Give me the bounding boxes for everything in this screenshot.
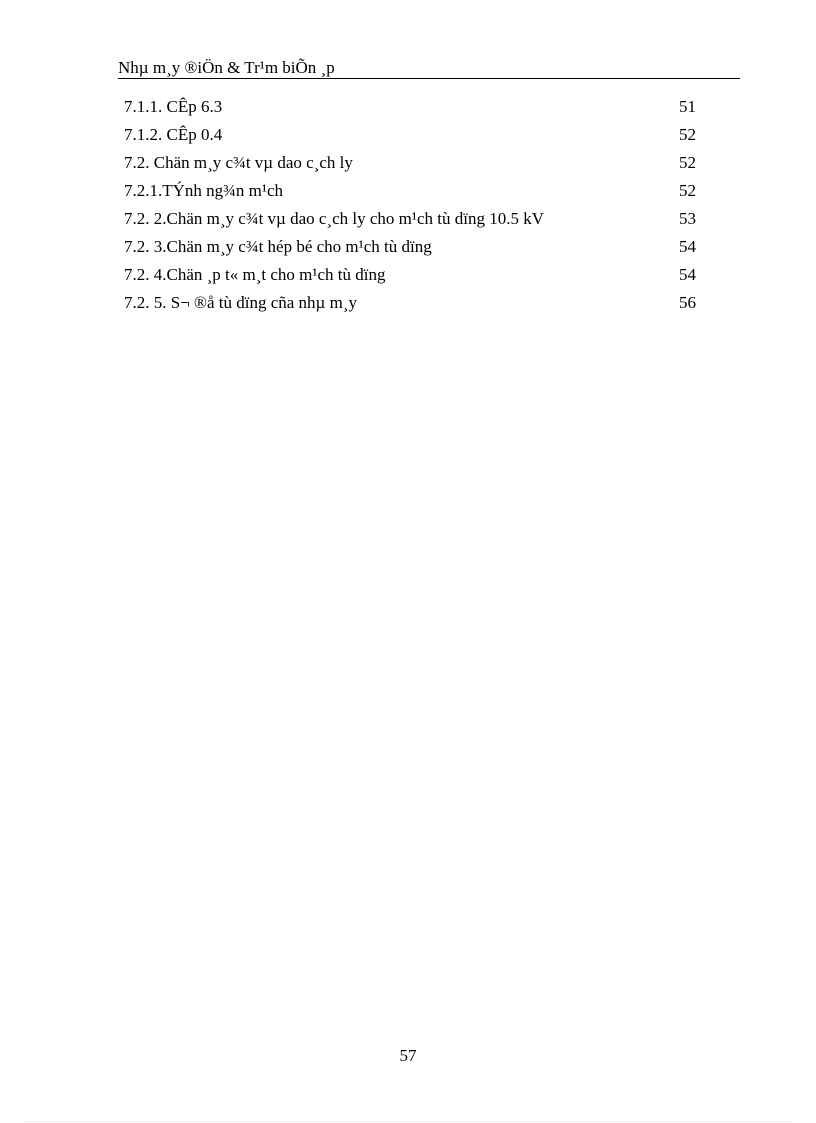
toc-entry [124,233,696,261]
toc-entry [124,261,696,289]
toc-entry [124,93,696,121]
toc-entry [124,205,696,233]
toc-entry [124,289,696,317]
toc-entry [124,177,696,205]
toc-entry-page: 52 [679,181,696,200]
toc-entry-page: 52 [679,125,696,144]
bottom-divider [24,1121,792,1122]
toc-entry-page: 53 [679,209,696,228]
toc-entry-title: 7.2. 2.Chän m¸y c¾t vµ dao c¸ch ly cho m¹ch tù dïng 10.5 kV [124,209,544,228]
toc-entry-page: 51 [679,97,696,116]
toc-entry-page: 54 [679,237,696,256]
page-number: 57 [399,1046,417,1065]
toc-entry-page: 56 [679,293,696,312]
toc-entry [124,149,696,177]
toc-entry [124,121,696,149]
toc-entry-page: 52 [679,153,696,172]
running-header: Nhµ m¸y ®iÖn & Tr¹m biÕn ¸p [118,58,740,79]
toc-entry-title: 7.2. 5. S¬ ®å tù dïng cña nhµ m¸y [124,293,357,312]
toc-entry-title: 7.1.1. CÊp 6.3 [124,97,223,116]
toc-entry-title: 7.2. 4.Chän ¸p t« m¸t cho m¹ch tù dïng [124,265,386,284]
toc-entry-title: 7.2.1.TÝnh ng¾n m¹ch [124,181,284,200]
toc-entry-title: 7.2. Chän m¸y c¾t vµ dao c¸ch ly [124,153,353,172]
toc-entry-title: 7.1.2. CÊp 0.4 [124,125,223,144]
toc-entry-page: 54 [679,265,696,284]
table-of-contents [124,93,696,317]
toc-entry-title: 7.2. 3.Chän m¸y c¾t hép bé cho m¹ch tù dïng [124,237,432,256]
